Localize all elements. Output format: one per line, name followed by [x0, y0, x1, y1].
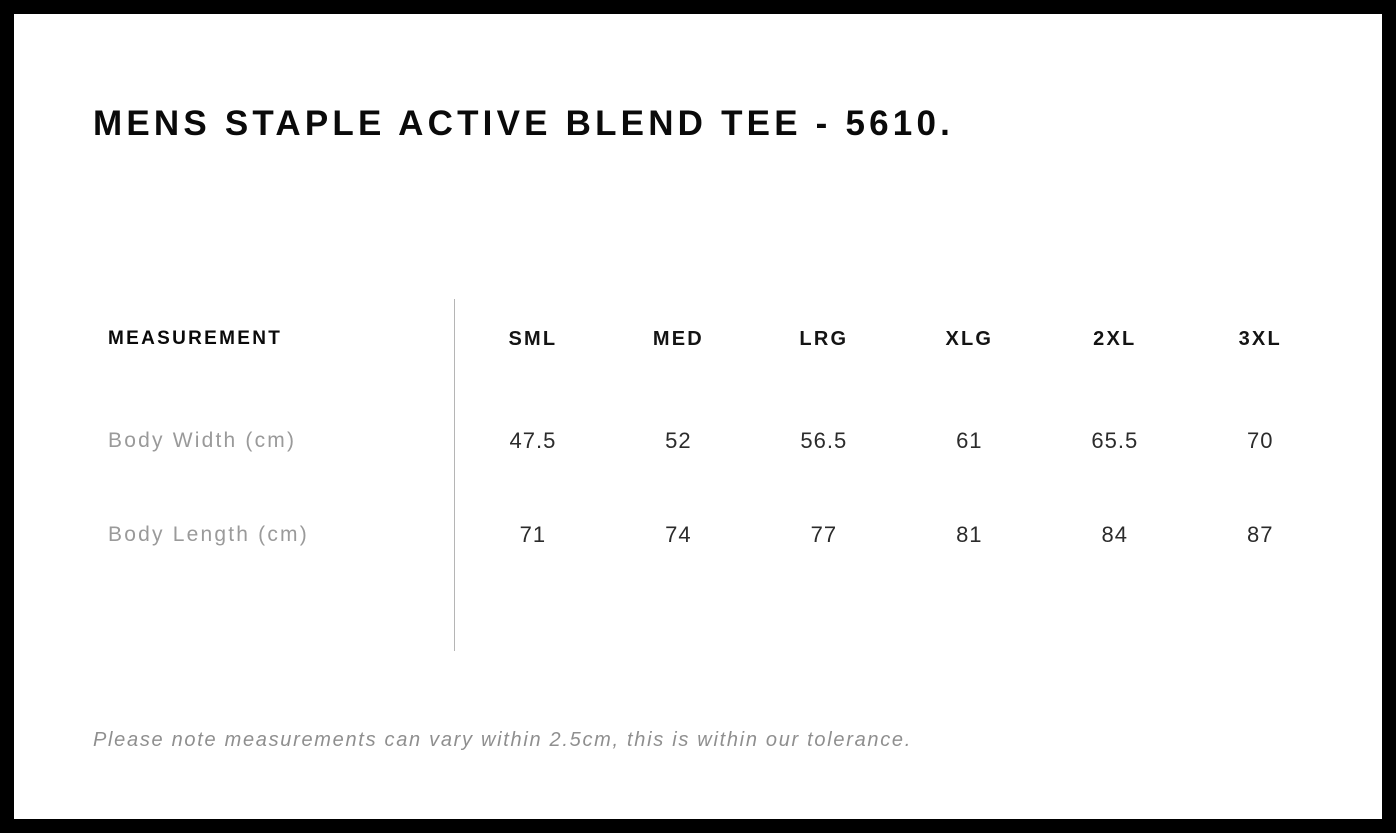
cell-body-length-3xl: 87	[1247, 522, 1274, 547]
column-header-med: MED	[652, 327, 704, 350]
cell-body-length-xlg: 81	[956, 522, 983, 547]
cell-body-length-sml: 71	[519, 522, 547, 547]
column-header-sml: SML	[508, 327, 558, 350]
table-row	[93, 488, 1333, 582]
cell-body-width-2xl: 65.5	[1091, 428, 1139, 453]
size-table-container	[93, 284, 1333, 582]
column-header-xlg: XLG	[945, 327, 994, 350]
page-title: MENS STAPLE ACTIVE BLEND TEE - 5610.	[93, 104, 955, 143]
column-header-2xl: 2XL	[1093, 327, 1137, 350]
cell-body-width-xlg: 61	[956, 428, 983, 453]
table-header-row	[93, 284, 1333, 394]
cell-body-length-med: 74	[665, 522, 692, 547]
column-header-lrg: LRG	[799, 327, 849, 350]
column-header-3xl: 3XL	[1238, 327, 1282, 350]
cell-body-width-lrg: 56.5	[800, 428, 848, 453]
column-header-measurement: MEASUREMENT	[108, 328, 283, 349]
cell-body-width-3xl: 70	[1247, 428, 1274, 453]
cell-body-width-med: 52	[665, 428, 692, 453]
row-label-body-width: Body Width (cm)	[108, 429, 297, 452]
cell-body-length-2xl: 84	[1101, 522, 1129, 547]
size-table	[93, 284, 1333, 582]
size-chart-page	[14, 14, 1382, 819]
cell-body-width-sml: 47.5	[509, 428, 557, 453]
table-row	[93, 394, 1333, 488]
cell-body-length-lrg: 77	[810, 522, 838, 547]
tolerance-note: Please note measurements can vary within 2.5cm, this is within our tolerance.	[93, 729, 912, 751]
row-label-body-length: Body Length (cm)	[108, 523, 309, 546]
